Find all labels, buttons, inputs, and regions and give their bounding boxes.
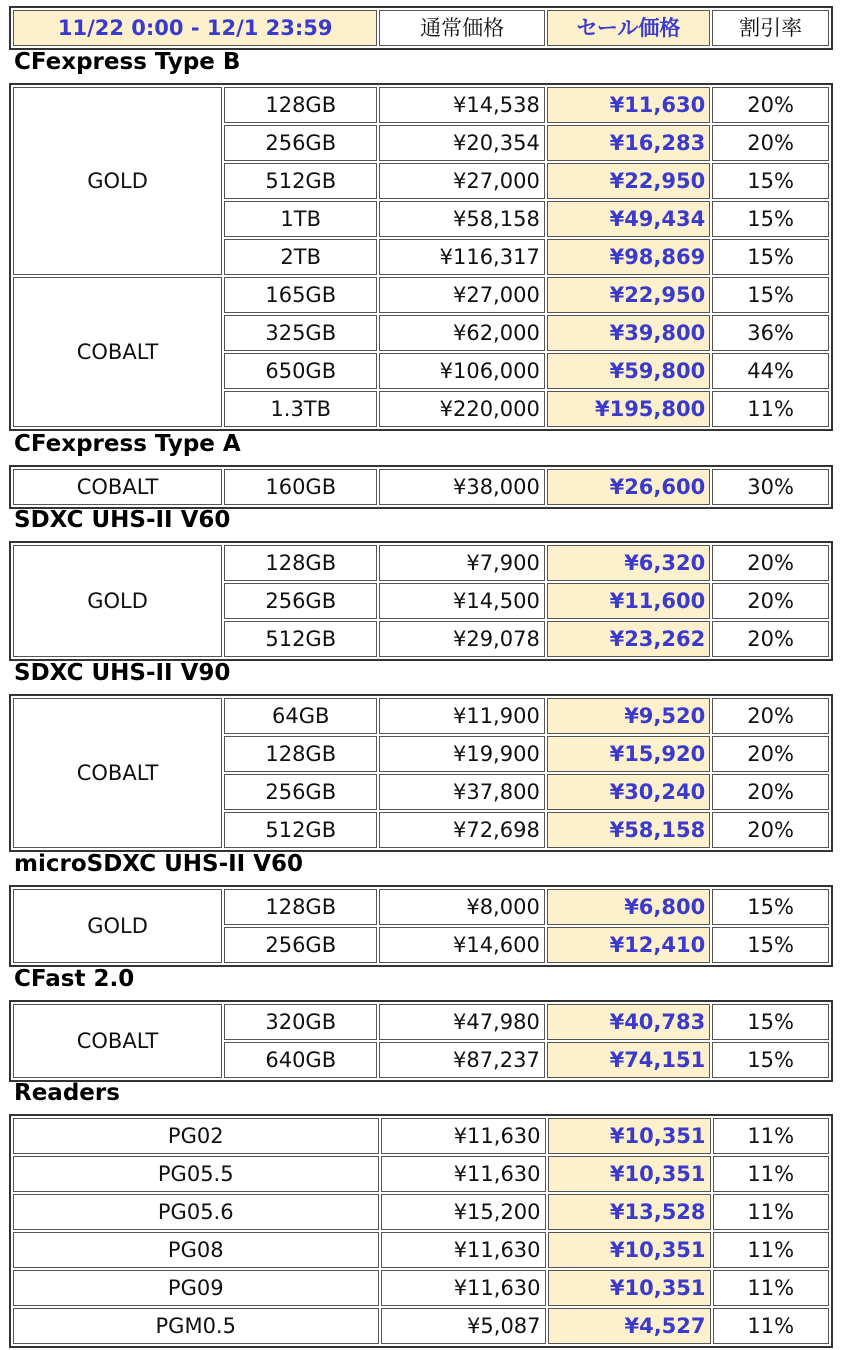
regular-price-cell: ¥14,600 [379, 927, 544, 963]
regular-price-cell: ¥72,698 [379, 812, 544, 848]
discount-cell: 15% [712, 1042, 829, 1078]
sale-period: 11/22 0:00 - 12/1 23:59 [13, 10, 377, 46]
sale-price-cell: ¥30,240 [547, 774, 710, 810]
sale-price-cell: ¥4,527 [548, 1308, 711, 1344]
discount-cell: 15% [712, 277, 829, 313]
discount-cell: 11% [713, 1232, 829, 1268]
sale-price-cell: ¥195,800 [547, 391, 710, 427]
discount-cell: 20% [712, 125, 829, 161]
sale-price-cell: ¥11,600 [547, 583, 710, 619]
readers-table [9, 1114, 833, 1348]
discount-cell: 20% [712, 698, 829, 734]
sale-price-cell: ¥39,800 [547, 315, 710, 351]
capacity-cell: 512GB [224, 163, 377, 199]
discount-cell: 20% [712, 87, 829, 123]
sale-price-cell: ¥10,351 [548, 1232, 711, 1268]
sale-price-cell: ¥15,920 [547, 736, 710, 772]
table-row [13, 545, 829, 581]
capacity-cell: 650GB [224, 353, 377, 389]
discount-cell: 20% [712, 545, 829, 581]
table-row [13, 277, 829, 313]
capacity-cell: 256GB [224, 125, 377, 161]
reader-model-cell: PGM0.5 [13, 1308, 379, 1344]
regular-price-cell: ¥47,980 [379, 1004, 544, 1040]
capacity-cell: 256GB [224, 927, 377, 963]
capacity-cell: 1TB [224, 201, 377, 237]
regular-price-cell: ¥37,800 [379, 774, 544, 810]
discount-cell: 36% [712, 315, 829, 351]
regular-price-cell: ¥15,200 [381, 1194, 546, 1230]
regular-price-cell: ¥27,000 [379, 277, 544, 313]
table-row [13, 1004, 829, 1040]
sale-price-cell: ¥49,434 [547, 201, 710, 237]
reader-model-cell: PG09 [13, 1270, 379, 1306]
sale-price-cell: ¥16,283 [547, 125, 710, 161]
sale-price-cell: ¥9,520 [547, 698, 710, 734]
sale-price-cell: ¥98,869 [547, 239, 710, 275]
discount-cell: 20% [712, 812, 829, 848]
sale-price-cell: ¥10,351 [548, 1270, 711, 1306]
section-title: SDXC UHS-II V60 [14, 507, 231, 533]
header-table [9, 6, 833, 50]
regular-price-cell: ¥11,630 [381, 1270, 546, 1306]
regular-price-cell: ¥87,237 [379, 1042, 544, 1078]
product-table [9, 541, 833, 661]
reader-model-cell: PG05.5 [13, 1156, 379, 1192]
discount-cell: 11% [712, 391, 829, 427]
regular-price-cell: ¥62,000 [379, 315, 544, 351]
sale-price-cell: ¥58,158 [547, 812, 710, 848]
regular-price-cell: ¥7,900 [379, 545, 544, 581]
discount-cell: 20% [712, 621, 829, 657]
section-title: CFexpress Type A [14, 431, 241, 457]
regular-price-header: 通常価格 [379, 10, 544, 46]
regular-price-cell: ¥5,087 [381, 1308, 546, 1344]
discount-cell: 44% [712, 353, 829, 389]
discount-cell: 15% [712, 927, 829, 963]
discount-cell: 20% [712, 736, 829, 772]
reader-model-cell: PG05.6 [13, 1194, 379, 1230]
regular-price-cell: ¥29,078 [379, 621, 544, 657]
discount-cell: 15% [712, 201, 829, 237]
capacity-cell: 128GB [224, 889, 377, 925]
sale-price-header: セール価格 [547, 10, 710, 46]
sale-price-cell: ¥22,950 [547, 163, 710, 199]
regular-price-cell: ¥14,500 [379, 583, 544, 619]
table-row [13, 698, 829, 734]
capacity-cell: 320GB [224, 1004, 377, 1040]
sale-price-cell: ¥59,800 [547, 353, 710, 389]
table-row [13, 1118, 829, 1154]
section-title: CFast 2.0 [14, 966, 135, 992]
discount-cell: 11% [713, 1270, 829, 1306]
regular-price-cell: ¥27,000 [379, 163, 544, 199]
regular-price-cell: ¥38,000 [379, 469, 544, 505]
section-title: Readers [14, 1080, 120, 1106]
discount-cell: 11% [713, 1118, 829, 1154]
discount-cell: 11% [713, 1308, 829, 1344]
regular-price-cell: ¥14,538 [379, 87, 544, 123]
sale-price-cell: ¥12,410 [547, 927, 710, 963]
section-title: microSDXC UHS-II V60 [14, 851, 304, 877]
sale-price-cell: ¥26,600 [547, 469, 710, 505]
capacity-cell: 2TB [224, 239, 377, 275]
regular-price-cell: ¥106,000 [379, 353, 544, 389]
capacity-cell: 512GB [224, 812, 377, 848]
sale-price-cell: ¥13,528 [548, 1194, 711, 1230]
discount-cell: 15% [712, 1004, 829, 1040]
table-row [13, 1232, 829, 1268]
product-line: COBALT [13, 277, 222, 427]
table-row [13, 1194, 829, 1230]
regular-price-cell: ¥11,630 [381, 1118, 546, 1154]
section-title: CFexpress Type B [14, 49, 241, 75]
sale-price-cell: ¥6,320 [547, 545, 710, 581]
regular-price-cell: ¥58,158 [379, 201, 544, 237]
sale-price-cell: ¥74,151 [547, 1042, 710, 1078]
table-row [13, 1270, 829, 1306]
product-table [9, 83, 833, 431]
product-line: GOLD [13, 87, 222, 275]
product-table [9, 465, 833, 509]
sale-price-cell: ¥10,351 [548, 1118, 711, 1154]
capacity-cell: 256GB [224, 774, 377, 810]
sale-price-cell: ¥40,783 [547, 1004, 710, 1040]
product-table [9, 1000, 833, 1082]
regular-price-cell: ¥116,317 [379, 239, 544, 275]
capacity-cell: 640GB [224, 1042, 377, 1078]
capacity-cell: 128GB [224, 545, 377, 581]
discount-cell: 20% [712, 774, 829, 810]
capacity-cell: 1.3TB [224, 391, 377, 427]
product-line: GOLD [13, 545, 222, 657]
discount-cell: 15% [712, 889, 829, 925]
product-table [9, 885, 833, 967]
table-row [13, 1156, 829, 1192]
discount-header: 割引率 [712, 10, 829, 46]
discount-cell: 11% [713, 1156, 829, 1192]
capacity-cell: 64GB [224, 698, 377, 734]
product-line: COBALT [13, 698, 222, 848]
regular-price-cell: ¥8,000 [379, 889, 544, 925]
reader-model-cell: PG08 [13, 1232, 379, 1268]
sale-price-cell: ¥10,351 [548, 1156, 711, 1192]
product-line: GOLD [13, 889, 222, 963]
regular-price-cell: ¥11,900 [379, 698, 544, 734]
capacity-cell: 325GB [224, 315, 377, 351]
discount-cell: 11% [713, 1194, 829, 1230]
table-row [13, 87, 829, 123]
sale-price-cell: ¥22,950 [547, 277, 710, 313]
capacity-cell: 160GB [224, 469, 377, 505]
regular-price-cell: ¥11,630 [381, 1156, 546, 1192]
reader-model-cell: PG02 [13, 1118, 379, 1154]
header-row [13, 10, 829, 46]
discount-cell: 30% [712, 469, 829, 505]
regular-price-cell: ¥19,900 [379, 736, 544, 772]
capacity-cell: 165GB [224, 277, 377, 313]
capacity-cell: 512GB [224, 621, 377, 657]
table-row [13, 1308, 829, 1344]
discount-cell: 20% [712, 583, 829, 619]
table-row [13, 889, 829, 925]
discount-cell: 15% [712, 163, 829, 199]
table-row [13, 469, 829, 505]
capacity-cell: 128GB [224, 736, 377, 772]
product-table [9, 694, 833, 852]
product-line: COBALT [13, 469, 222, 505]
section-title: SDXC UHS-II V90 [14, 660, 231, 686]
sale-price-cell: ¥11,630 [547, 87, 710, 123]
sale-price-cell: ¥6,800 [547, 889, 710, 925]
sale-price-cell: ¥23,262 [547, 621, 710, 657]
regular-price-cell: ¥11,630 [381, 1232, 546, 1268]
capacity-cell: 128GB [224, 87, 377, 123]
regular-price-cell: ¥220,000 [379, 391, 544, 427]
product-line: COBALT [13, 1004, 222, 1078]
capacity-cell: 256GB [224, 583, 377, 619]
discount-cell: 15% [712, 239, 829, 275]
regular-price-cell: ¥20,354 [379, 125, 544, 161]
